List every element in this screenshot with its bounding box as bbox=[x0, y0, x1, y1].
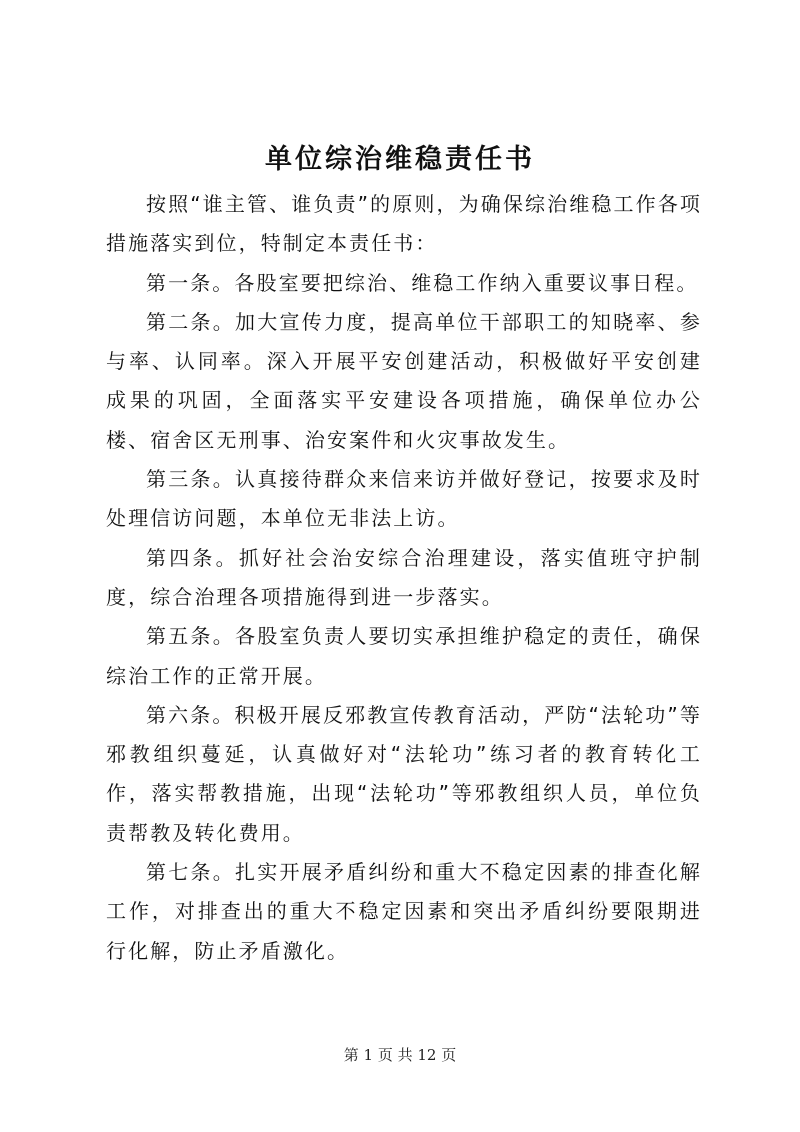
intro-paragraph: 按照“谁主管、谁负责”的原则，为确保综治维稳工作各项措施落实到位，特制定本责任书： bbox=[106, 192, 702, 256]
article-2-paragraph: 第二条。加大宣传力度，提高单位干部职工的知晓率、参与率、认同率。深入开展平安创建活动，积极做好平安创建成果的巩固，全面落实平安建设各项措施，确保单位办公楼、宿舍区无刑事、治安案件和火灾事故发生。 bbox=[106, 309, 702, 452]
article-6-paragraph: 第六条。积极开展反邪教宣传教育活动，严防“法轮功”等邪教组织蔓延，认真做好对“法轮功”练习者的教育转化工作，落实帮教措施，出现“法轮功”等邪教组织人员，单位负责帮教及转化费用。 bbox=[106, 702, 702, 845]
document-title: 单位综治维稳责任书 bbox=[265, 144, 535, 175]
page-number-footer: 第 1 页 共 12 页 bbox=[343, 1046, 457, 1064]
article-7-paragraph: 第七条。扎实开展矛盾纠纷和重大不稳定因素的排查化解工作，对排查出的重大不稳定因素和突出矛盾纠纷要限期进行化解，防止矛盾激化。 bbox=[106, 860, 702, 963]
article-3-paragraph: 第三条。认真接待群众来信来访并做好登记，按要求及时处理信访问题，本单位无非法上访。 bbox=[106, 467, 702, 531]
article-4-paragraph: 第四条。抓好社会治安综合治理建设，落实值班守护制度，综合治理各项措施得到进一步落实。 bbox=[106, 545, 702, 609]
article-1-paragraph: 第一条。各股室要把综治、维稳工作纳入重要议事日程。 bbox=[146, 270, 699, 295]
document-body bbox=[106, 185, 702, 971]
article-5-paragraph: 第五条。各股室负责人要切实承担维护稳定的责任，确保综治工作的正常开展。 bbox=[106, 624, 702, 688]
